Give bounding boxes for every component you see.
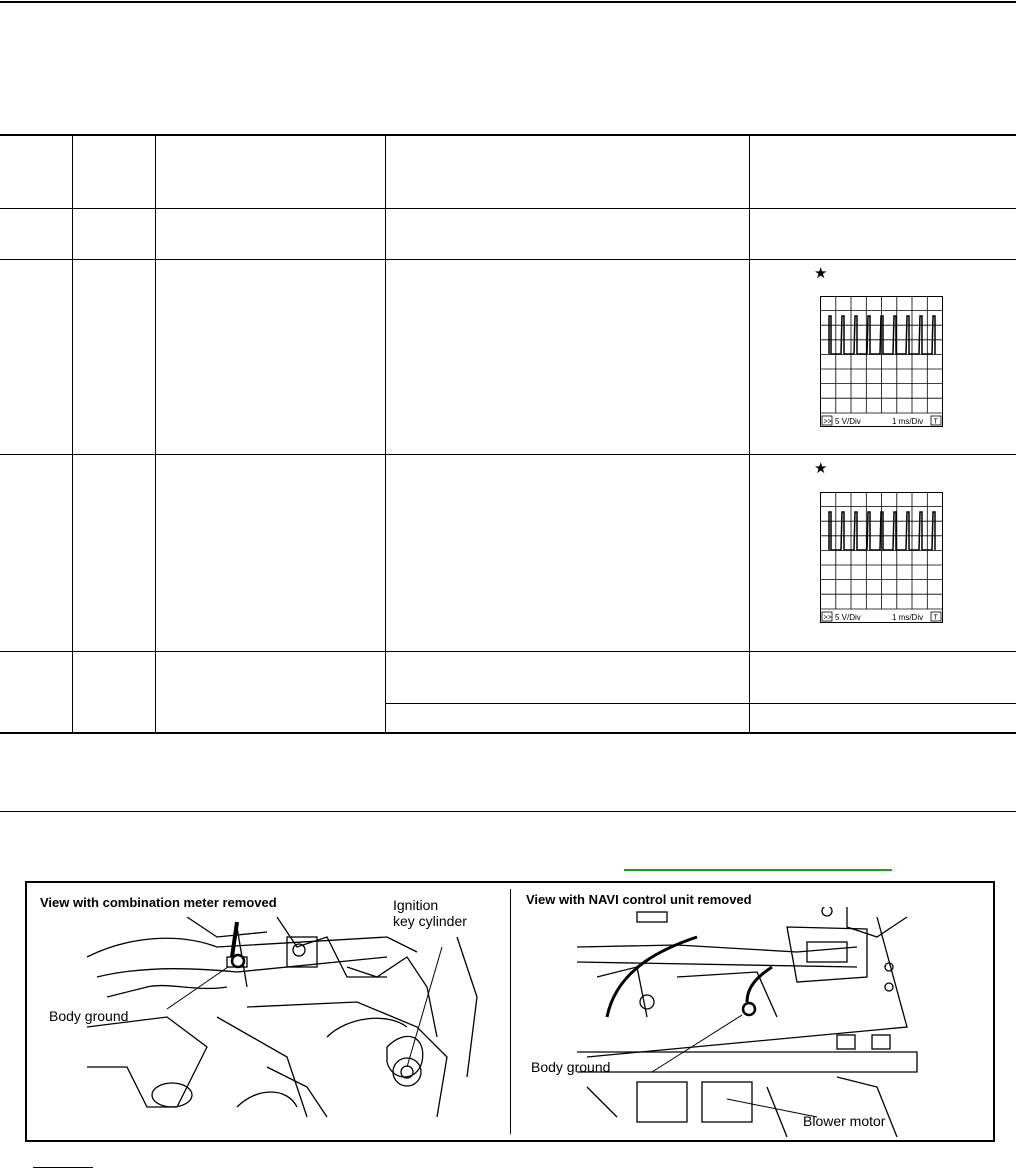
reference-link[interactable]	[624, 869, 892, 871]
star-icon: ★	[814, 265, 828, 282]
table-row-divider	[0, 259, 1016, 260]
svg-text:>>: >>	[823, 614, 832, 622]
oscilloscope-waveform	[820, 492, 944, 628]
right-view-title: View with NAVI control unit removed	[526, 892, 752, 907]
ignition-key-cylinder-label: Ignition key cylinder	[393, 897, 467, 929]
table-row-divider	[0, 651, 1016, 652]
body-ground-label-left: Body ground	[49, 1008, 129, 1024]
table-column-divider	[72, 135, 73, 733]
table-column-divider	[155, 135, 156, 733]
page-top-rule	[0, 1, 1016, 3]
dashboard-illustration-left	[87, 917, 507, 1137]
left-view-title: View with combination meter removed	[40, 895, 277, 910]
svg-text:T: T	[933, 418, 938, 426]
ground-location-figure	[25, 881, 995, 1142]
table-row-divider	[0, 454, 1016, 455]
oscilloscope-waveform	[820, 296, 944, 432]
table-bottom-border	[0, 732, 1016, 734]
table-column-divider	[385, 135, 386, 733]
figure-divider	[510, 889, 511, 1134]
table-header-divider	[0, 208, 1016, 209]
blower-motor-label: Blower motor	[803, 1113, 886, 1129]
svg-text:5 V/Div: 5 V/Div	[835, 417, 861, 426]
svg-text:T: T	[933, 614, 938, 622]
svg-text:>>: >>	[823, 418, 832, 426]
dashboard-illustration-right	[577, 907, 977, 1137]
table-top-border	[0, 134, 1016, 136]
svg-text:1 ms/Div: 1 ms/Div	[892, 613, 924, 622]
footer-rule	[33, 1167, 93, 1168]
table-subrow-divider	[385, 703, 1016, 704]
table-column-divider	[749, 135, 750, 733]
section-divider	[0, 811, 1016, 812]
body-ground-label-right: Body ground	[531, 1059, 611, 1075]
svg-text:5 V/Div: 5 V/Div	[835, 613, 861, 622]
star-icon: ★	[814, 460, 828, 477]
svg-text:1 ms/Div: 1 ms/Div	[892, 417, 924, 426]
